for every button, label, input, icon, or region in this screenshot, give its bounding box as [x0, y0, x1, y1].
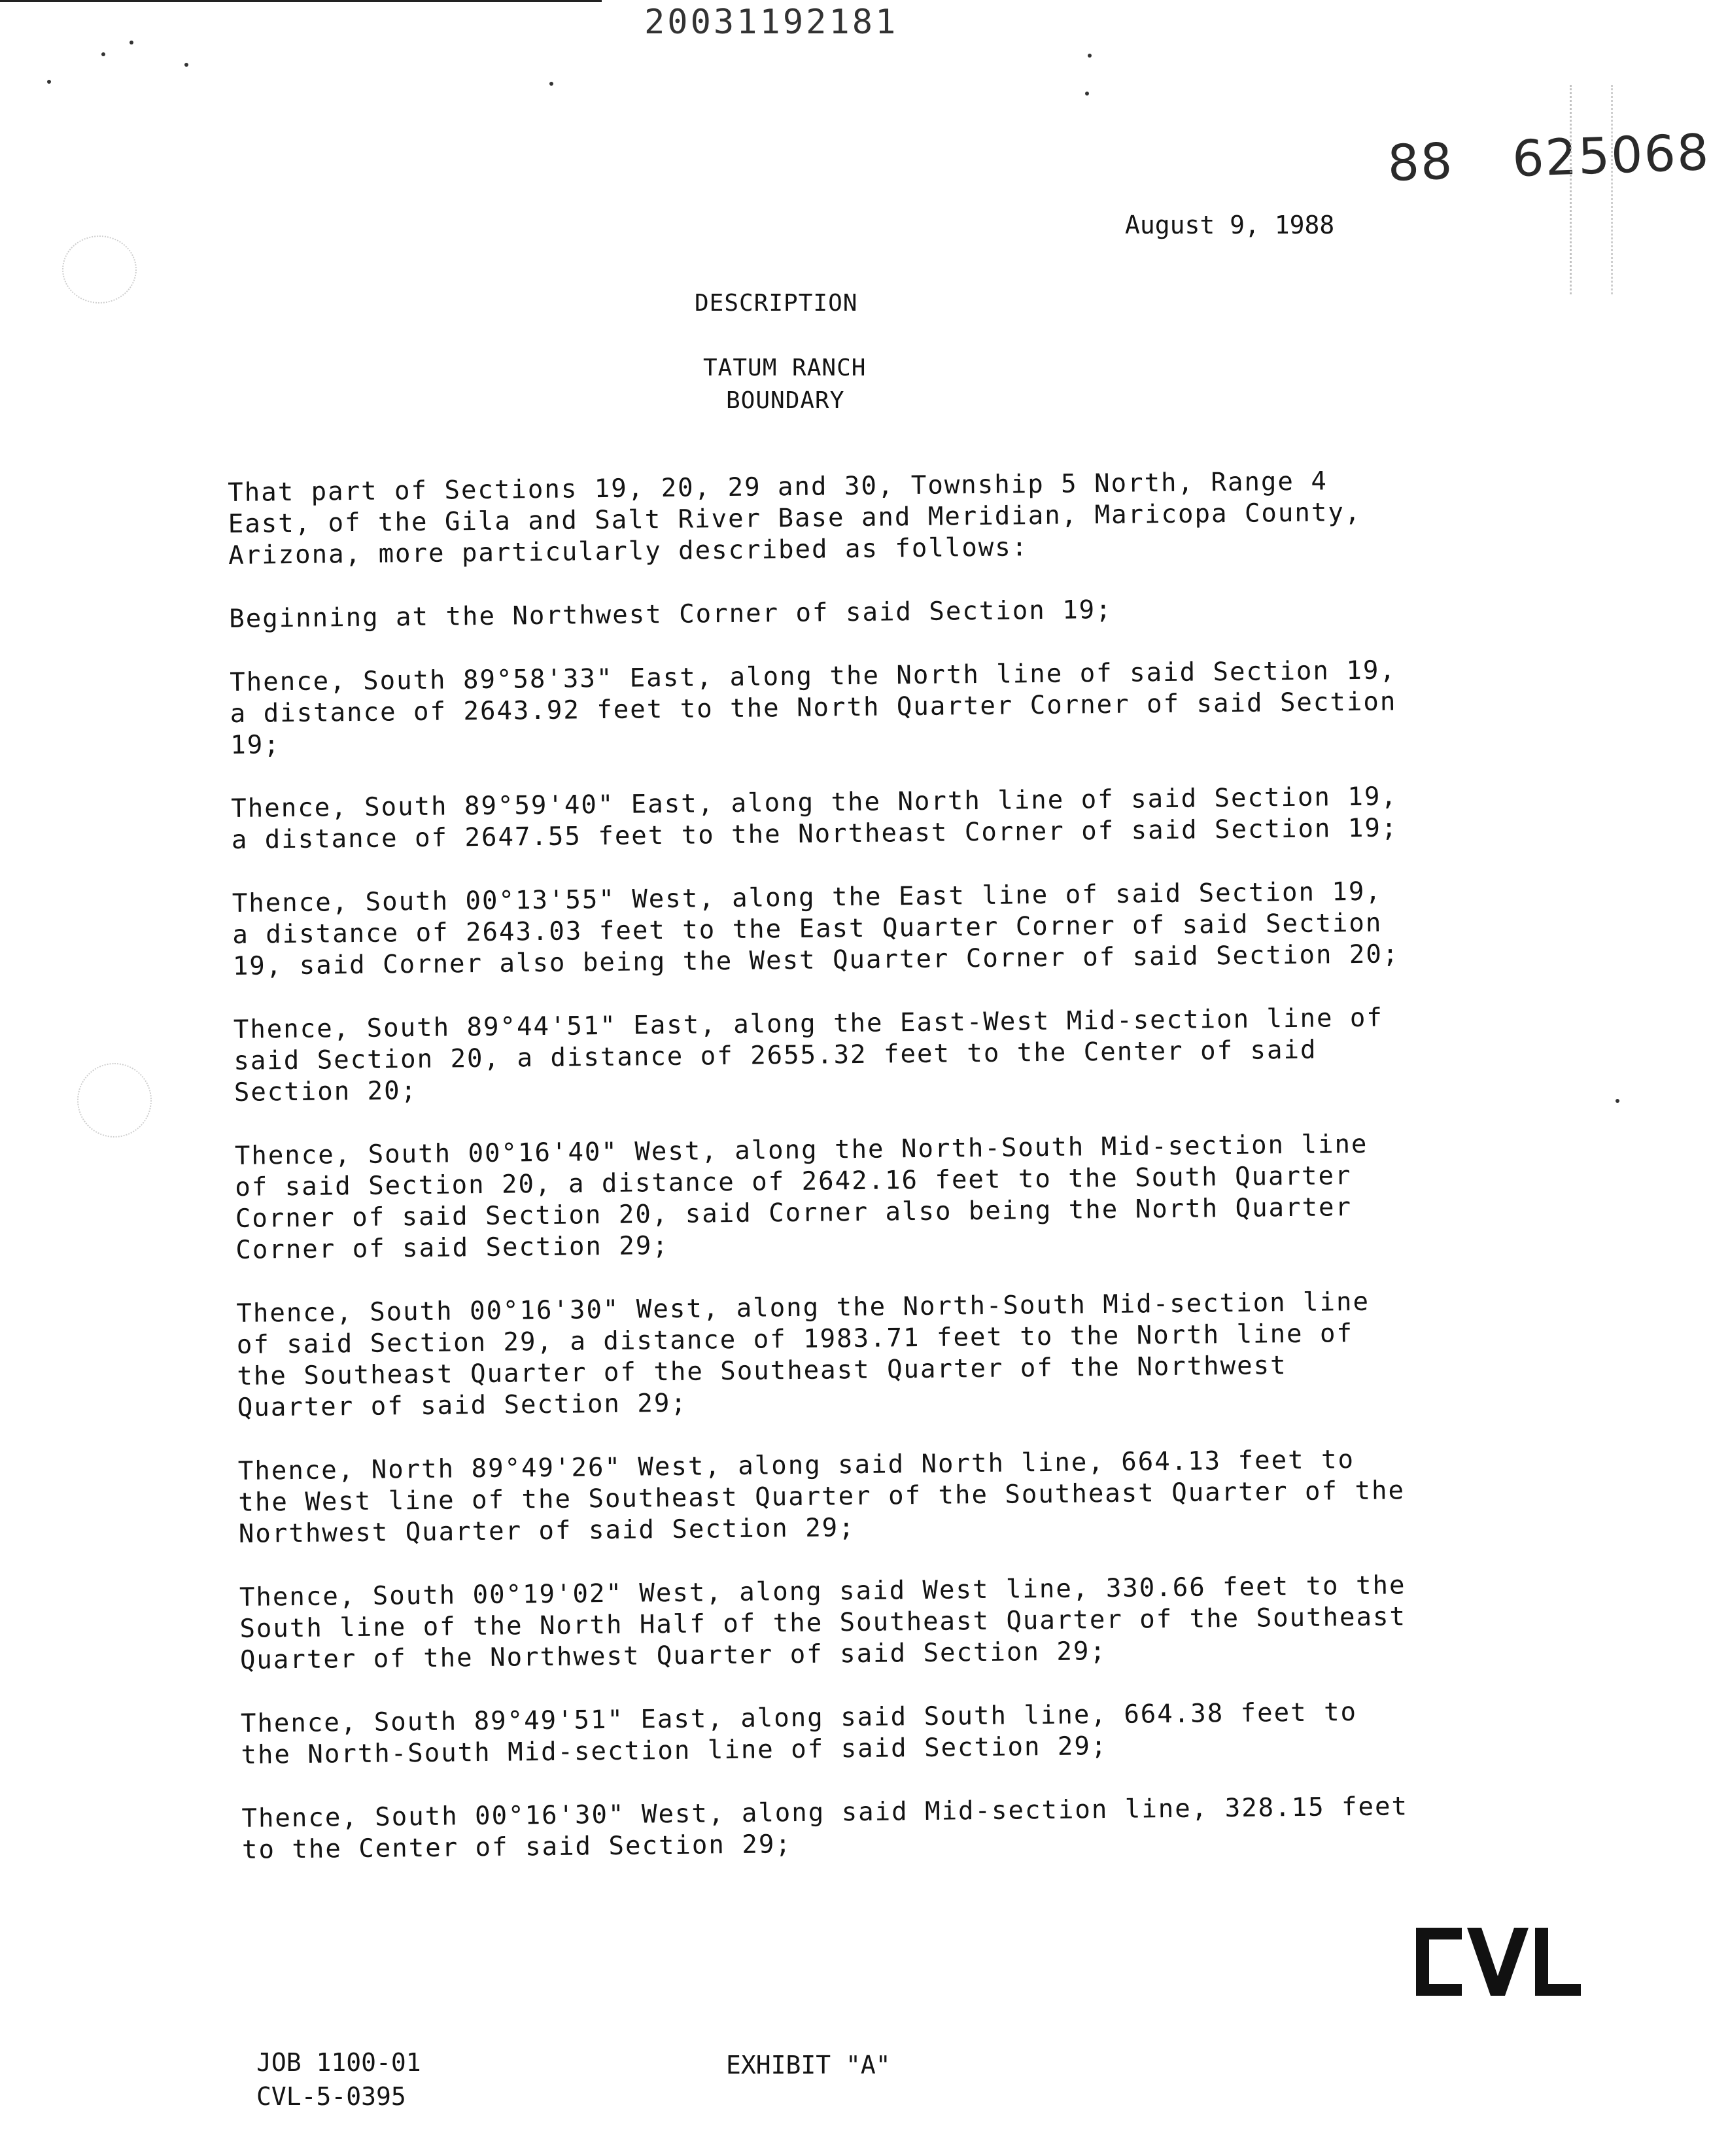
project-name-heading: TATUM RANCH: [703, 355, 867, 381]
legal-description-body: [228, 466, 1409, 1898]
scan-speck: [1088, 54, 1092, 58]
legal-paragraph: Thence, South 00°19'02" West, along said West line, 330.66 feet to the South line of the North Half of the Southeast Quarter of the Southeast Quarter of the Northwest Quarter of said Section 29;: [239, 1571, 1407, 1675]
scan-speck: [549, 82, 553, 86]
scan-edge-marks: [1570, 85, 1613, 294]
legal-paragraph: Thence, South 00°13'55" West, along the East line of said Section 19, a distance of 2643.03 feet to the East Quarter Corner of said Section 19, said Corner also being the West Quarter Corner of said Section 20;: [232, 877, 1400, 981]
recording-number-prefix: 88: [1387, 131, 1455, 192]
recording-number: [1387, 123, 1711, 192]
file-number: CVL-5-0395: [256, 2082, 406, 2111]
legal-paragraph: Thence, South 89°58'33" East, along the North line of said Section 19, a distance of 2643.92 feet to the North Quarter Corner of said Section 19;: [230, 655, 1397, 760]
top-scan-line: [0, 0, 602, 2]
scan-speck: [1616, 1099, 1619, 1103]
legal-paragraph: Thence, North 89°49'26" West, along said North line, 664.13 feet to the West line of the Southeast Quarter of the Southeast Quarter of the Northwest Quarter of said Section 29;: [237, 1445, 1406, 1549]
scan-speck: [101, 52, 105, 56]
scan-smudge: [77, 1063, 152, 1138]
scan-speck: [130, 41, 133, 44]
legal-paragraph: That part of Sections 19, 20, 29 and 30, Township 5 North, Range 4 East, of the Gila and Salt River Base and Meridian, Maricopa County, Arizona, more particularly described as follows:: [228, 466, 1362, 570]
document-date: August 9, 1988: [1125, 211, 1335, 239]
legal-paragraph: Thence, South 00°16'30" West, along the North-South Mid-section line of said Section 29, a distance of 1983.71 feet to the North line of the Southeast Quarter of the Southeast Quarter of the Northwest Quarter of said Section 29;: [236, 1287, 1370, 1423]
recording-number-value: 625068: [1511, 122, 1711, 188]
scan-speck: [184, 63, 188, 67]
legal-paragraph: Beginning at the Northwest Corner of said Section 19;: [229, 595, 1113, 634]
legal-paragraph: Thence, South 89°49'51" East, along said South line, 664.38 feet to the North-South Mid-section line of said Section 29;: [240, 1697, 1358, 1770]
description-heading: DESCRIPTION: [695, 290, 858, 317]
job-number: JOB 1100-01: [256, 2048, 421, 2077]
legal-paragraph: Thence, South 89°44'51" East, along the East-West Mid-section line of said Section 20, a distance of 2655.32 feet to the Center of said Section 20;: [233, 1003, 1384, 1107]
scan-speck: [1085, 92, 1089, 96]
legal-paragraph: Thence, South 00°16'30" West, along said Mid-section line, 328.15 feet to the Center of said Section 29;: [241, 1792, 1409, 1865]
document-number: 20031192181: [644, 3, 899, 42]
legal-paragraph: Thence, South 89°59'40" East, along the North line of said Section 19, a distance of 2647.55 feet to the Northeast Corner of said Section 19;: [231, 782, 1398, 855]
scan-speck: [47, 80, 51, 84]
legal-paragraph: Thence, South 00°16'40" West, along the North-South Mid-section line of said Section 20, a distance of 2642.16 feet to the South Quarter Corner of said Section 20, said Corner also being the North Quarter Corner of said Section 29;: [234, 1129, 1368, 1265]
cvl-logo: [1409, 1920, 1586, 2005]
boundary-heading: BOUNDARY: [726, 387, 845, 414]
scan-smudge: [62, 235, 137, 304]
exhibit-label: EXHIBIT "A": [726, 2051, 891, 2079]
